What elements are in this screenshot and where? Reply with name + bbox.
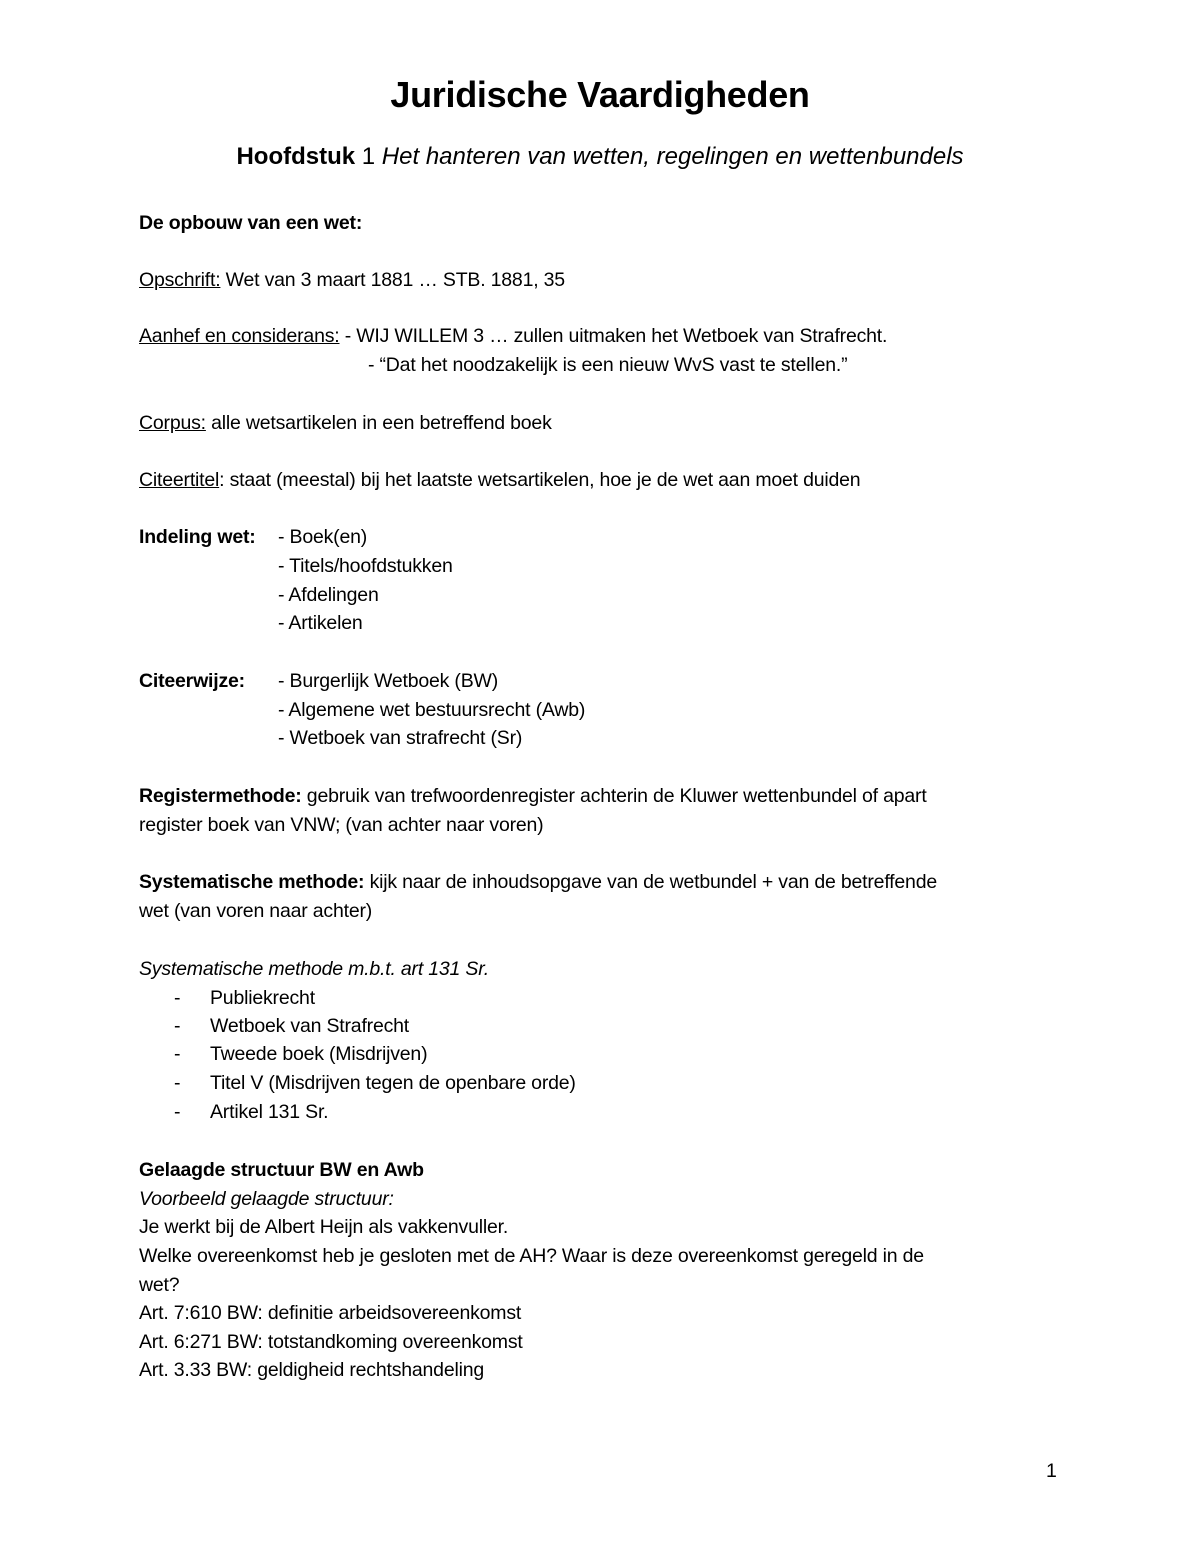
indeling-label: Indeling wet: bbox=[139, 526, 256, 548]
registermethode-line-2: register boek van VNW; (van achter naar voren) bbox=[139, 814, 544, 836]
opschrift-line bbox=[139, 266, 565, 294]
systematische-line-2: wet (van voren naar achter) bbox=[139, 900, 373, 922]
chapter-label: Hoofdstuk bbox=[236, 143, 356, 170]
document-title: Juridische Vaardigheden bbox=[390, 74, 810, 115]
opbouw-heading: De opbouw van een wet: bbox=[139, 212, 363, 234]
systematische-text-1: kijk naar de inhoudsopgave van de wetbundel + van de betreffende bbox=[364, 871, 937, 893]
registermethode-label: Registermethode: bbox=[139, 785, 302, 807]
corpus-line bbox=[139, 409, 552, 437]
opschrift-text: Wet van 3 maart 1881 … STB. 1881, 35 bbox=[220, 269, 565, 291]
list-dash: - bbox=[174, 1015, 181, 1037]
list-item-text: Tweede boek (Misdrijven) bbox=[210, 1043, 428, 1065]
indeling-item: - Titels/hoofdstukken bbox=[278, 555, 453, 577]
list-dash: - bbox=[174, 1101, 181, 1123]
aanhef-line-1 bbox=[139, 322, 887, 350]
aanhef-line-2: - “Dat het noodzakelijk is een nieuw WvS vast te stellen.” bbox=[368, 354, 848, 376]
registermethode-line-1 bbox=[139, 782, 927, 810]
gelaagd-heading: Gelaagde structuur BW en Awb bbox=[139, 1159, 424, 1181]
citeertitel-line bbox=[139, 466, 860, 494]
chapter-heading bbox=[0, 143, 1200, 171]
list-dash: - bbox=[174, 1043, 181, 1065]
gelaagd-line: Art. 6:271 BW: totstandkoming overeenkomst bbox=[139, 1331, 523, 1353]
citeerwijze-item: - Algemene wet bestuursrecht (Awb) bbox=[278, 699, 586, 721]
list-item-text: Titel V (Misdrijven tegen de openbare orde) bbox=[210, 1072, 576, 1094]
list-dash: - bbox=[174, 987, 181, 1009]
citeertitel-label: Citeertitel bbox=[139, 469, 220, 491]
gelaagd-line: Welke overeenkomst heb je gesloten met de AH? Waar is deze overeenkomst geregeld in de bbox=[139, 1245, 924, 1267]
gelaagd-line: Je werkt bij de Albert Heijn als vakkenvuller. bbox=[139, 1216, 509, 1238]
list-item-text: Publiekrecht bbox=[210, 987, 315, 1009]
aanhef-label: Aanhef en considerans: bbox=[139, 325, 340, 347]
opschrift-label: Opschrift: bbox=[139, 269, 221, 291]
list-item-text: Wetboek van Strafrecht bbox=[210, 1015, 410, 1037]
chapter-number: 1 bbox=[355, 143, 382, 170]
indeling-item: - Artikelen bbox=[278, 612, 363, 634]
gelaagd-line: wet? bbox=[139, 1274, 180, 1296]
corpus-text: alle wetsartikelen in een betreffend boek bbox=[205, 412, 552, 434]
indeling-item: - Afdelingen bbox=[278, 584, 379, 606]
chapter-subtitle: Het hanteren van wetten, regelingen en wettenbundels bbox=[381, 143, 964, 170]
registermethode-text-1: gebruik van trefwoordenregister achterin de Kluwer wettenbundel of apart bbox=[301, 785, 927, 807]
gelaagd-line: Art. 7:610 BW: definitie arbeidsovereenkomst bbox=[139, 1302, 522, 1324]
gelaagd-example-heading: Voorbeeld gelaagde structuur: bbox=[139, 1188, 394, 1210]
corpus-label: Corpus: bbox=[139, 412, 206, 434]
list-dash: - bbox=[174, 1072, 181, 1094]
citeertitel-text: : staat (meestal) bij het laatste wetsartikelen, hoe je de wet aan moet duiden bbox=[219, 469, 861, 491]
aanhef-text-1: - WIJ WILLEM 3 … zullen uitmaken het Wetboek van Strafrecht. bbox=[339, 325, 888, 347]
citeerwijze-label: Citeerwijze: bbox=[139, 670, 245, 692]
citeerwijze-item: - Wetboek van strafrecht (Sr) bbox=[278, 727, 523, 749]
indeling-item: - Boek(en) bbox=[278, 526, 368, 548]
systematische-line-1 bbox=[139, 868, 937, 896]
systematische-label: Systematische methode: bbox=[139, 871, 365, 893]
page-number: 1 bbox=[1046, 1460, 1057, 1482]
gelaagd-line: Art. 3.33 BW: geldigheid rechtshandeling bbox=[139, 1359, 485, 1381]
list-item-text: Artikel 131 Sr. bbox=[210, 1101, 329, 1123]
systematisch-voorbeeld-heading: Systematische methode m.b.t. art 131 Sr. bbox=[139, 958, 490, 980]
citeerwijze-item: - Burgerlijk Wetboek (BW) bbox=[278, 670, 499, 692]
